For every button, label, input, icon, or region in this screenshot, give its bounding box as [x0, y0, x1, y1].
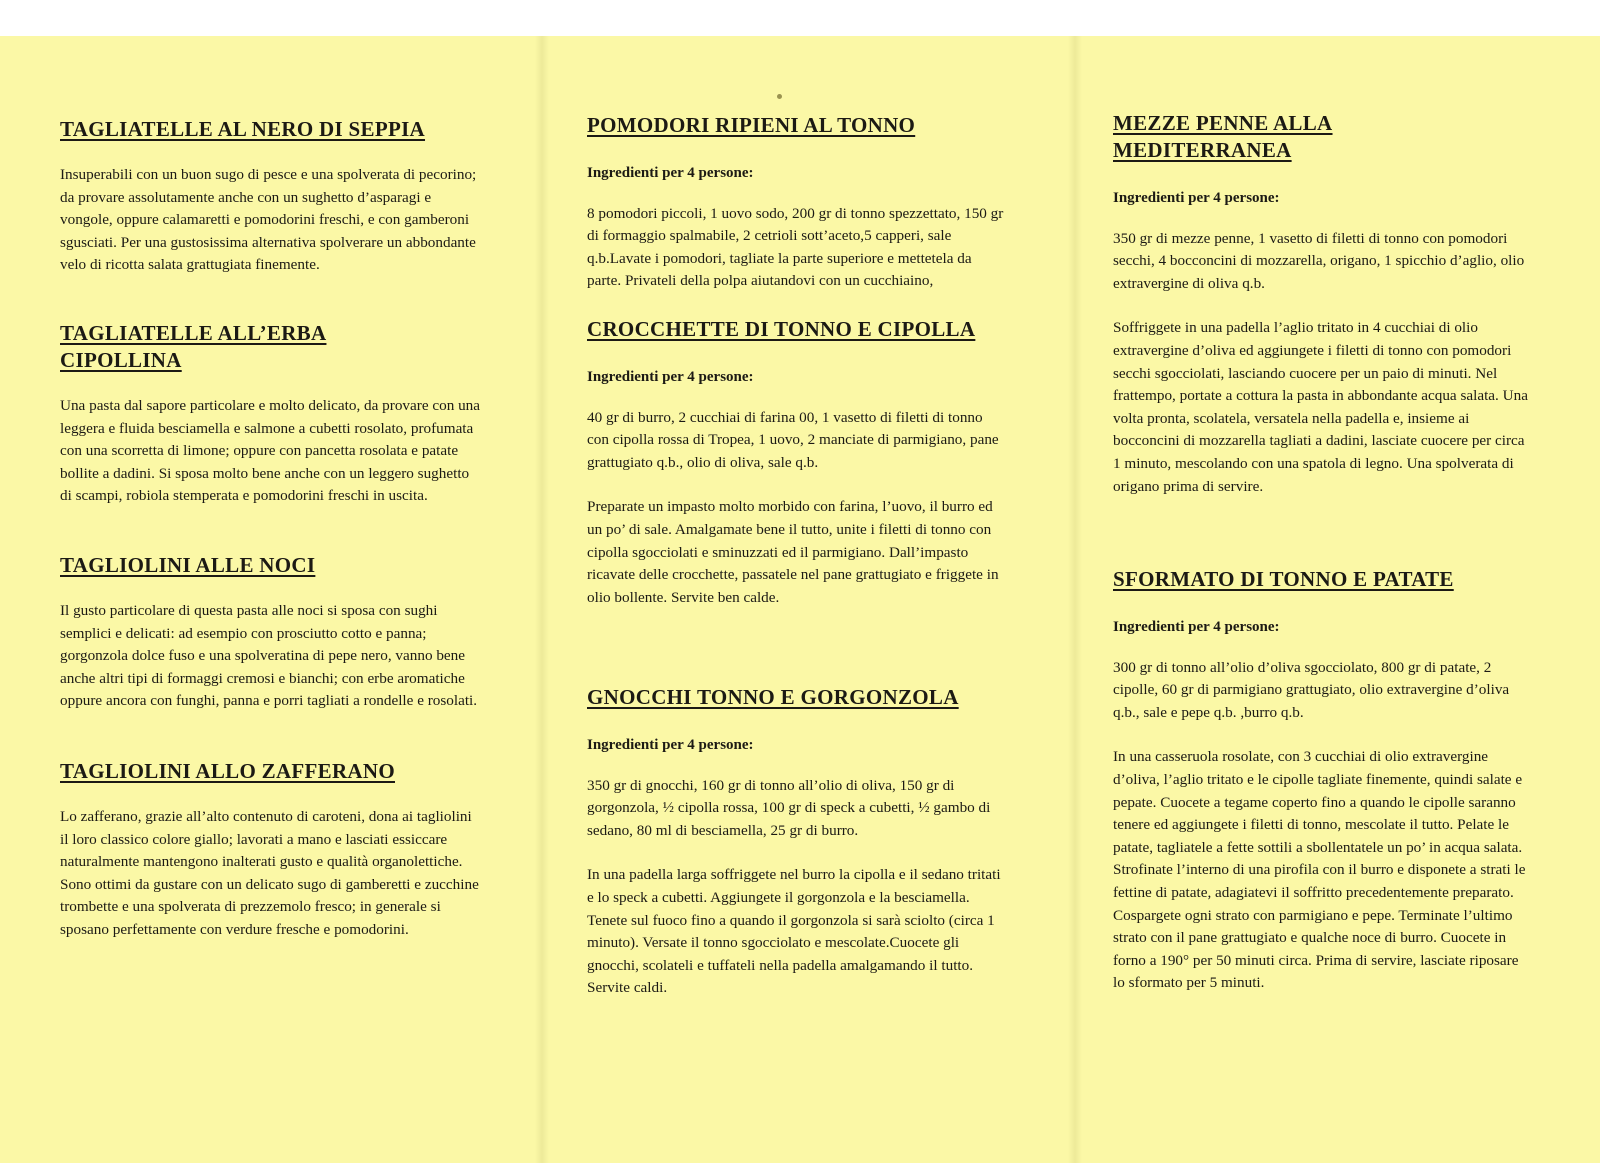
- recipe-title: TAGLIATELLE ALL’ERBA CIPOLLINA: [60, 321, 327, 372]
- recipe-description: Preparate un impasto molto morbido con farina, l’uovo, il burro ed un po’ di sale. Amalgamate bene il tutto, unite i filetti di tonno con cipolla sgocciolati e sminuzzati ed il parmigiano. Dall’impasto ricavate delle crocchette, passatele nel pane grattugiato e friggete in olio bollente. Servite ben calde.: [587, 498, 999, 606]
- recipe-gnocchi-tonno: [587, 684, 1007, 1000]
- recipe-description: In una padella larga soffriggete nel burro la cipolla e il sedano tritati e lo speck a cubetti. Aggiungete il gorgonzola e la besciamella. Tenete sul fuoco fino a quando il gorgonzola si sarà sciolto (circa 1 minuto). Versate il tonno sgocciolato e mescolate.Cuocete gli gnocchi, scolateli e tuffateli nella padella amalgamando il tutto. Servite caldi.: [587, 866, 1001, 997]
- fold-line-left: [535, 36, 549, 1163]
- recipe-tagliatelle-nero-seppia: [60, 116, 480, 277]
- ingredients-list: 300 gr di tonno all’olio d’oliva sgocciolato, 800 gr di patate, 2 cipolle, 60 gr di parmigiano grattugiato, olio extravergine d’oliva q.b., sale e pepe q.b. ,burro q.b.: [1113, 658, 1510, 721]
- recipe-description: Il gusto particolare di questa pasta alle noci si sposa con sughi semplici e delicati: ad esempio con prosciutto cotto e panna; gorgonzola dolce fuso e una spolveratina di pepe nero, vanno bene anche altri tipi di formaggi cremosi e bianchi; con erbe aromatiche oppure ancora con funghi, panna e porri tagliati a rondelle e rosolati.: [60, 602, 478, 710]
- ingredients-label: Ingredienti per 4 persone:: [587, 737, 754, 753]
- ingredients-label: Ingredienti per 4 persone:: [1113, 619, 1280, 635]
- recipe-description: Una pasta dal sapore particolare e molto delicato, da provare con una leggera e fluida besciamella e salmone a cubetti rosolato, profumata con una scorretta di limone; oppure con pancetta rosolata e patate bollite a dadini. Si sposa molto bene anche con un leggero sughetto di scampi, robiola stemperata e pomodorini freschi in uscita.: [60, 397, 481, 505]
- recipe-title: SFORMATO DI TONNO E PATATE: [1113, 567, 1454, 591]
- ingredients-list: 350 gr di gnocchi, 160 gr di tonno all’olio di oliva, 150 gr di gorgonzola, ½ cipolla rossa, 100 gr di speck a cubetti, ½ gambo di sedano, 80 ml di besciamella, 25 gr di burro.: [587, 776, 991, 839]
- recipe-title: TAGLIOLINI ALLE NOCI: [60, 553, 316, 577]
- ingredients-label: Ingredienti per 4 persone:: [587, 369, 754, 385]
- recipe-description: Insuperabili con un buon sugo di pesce e una spolverata di pecorino; da provare assolutamente anche con un sughetto d’asparagi e vongole, oppure calamaretti e pomodorini freschi, e con gamberoni sgusciati. Per una gustosissima alternativa spolverare un abbondante velo di ricotta salata grattugiata finemente.: [60, 166, 477, 274]
- ink-dot: [777, 94, 782, 99]
- ingredients-list: 350 gr di mezze penne, 1 vasetto di filetti di tonno con pomodori secchi, 4 bocconcini di mozzarella, origano, 1 spicchio d’aglio, olio extravergine di oliva q.b.: [1113, 229, 1525, 292]
- ingredients-list: 40 gr di burro, 2 cucchiai di farina 00, 1 vasetto di filetti di tonno con cipolla rossa di Tropea, 1 uovo, 2 manciate di parmigiano, pane grattugiato q.b., olio di oliva, sale q.b.: [587, 408, 999, 471]
- recipe-description: In una casseruola rosolate, con 3 cucchiai di olio extravergine d’oliva, l’aglio tritato e le cipolle tagliate finemente, quindi salate e pepate. Cuocete a tegame coperto fino a quando le cipolle saranno tenere ed aggiungete i filetti di tonno, mescolate il tutto. Pelate le patate, tagliatele a fette sottili a sbollentatele un po’ in acqua salata. Strofinate l’interno di una pirofila con il burro e disponete a strati le fettine di patate, adagiatevi il soffritto precedentemente preparato. Cospargete ogni strato con parmigiano e pepe. Terminate l’ultimo strato con il pane grattugiato e qualche noce di burro. Cuocete in forno a 190° per 50 minuti circa. Prima di servire, lasciate riposare lo sformato per 5 minuti.: [1113, 748, 1526, 992]
- recipe-pomodori-ripieni: [587, 112, 1007, 293]
- ingredients-label: Ingredienti per 4 persone:: [587, 165, 754, 181]
- recipe-mezze-penne: [1113, 110, 1533, 498]
- recipe-crocchette-tonno: [587, 316, 1007, 609]
- recipe-description: Lo zafferano, grazie all’alto contenuto di caroteni, dona ai tagliolini il loro classico colore giallo; lavorati a mano e lasciati essiccare naturalmente mantengono inalterati gusto e qualità organolettiche. Sono ottimi da gustare con un delicato sugo di gamberetti e zucchine trombette e una spolverata di prezzemolo fresco; in generale si sposano perfettamente con verdure fresche e pomodorini.: [60, 808, 479, 938]
- fold-line-right: [1068, 36, 1082, 1163]
- recipe-title: POMODORI RIPIENI AL TONNO: [587, 113, 916, 137]
- recipe-title: GNOCCHI TONNO E GORGONZOLA: [587, 685, 959, 709]
- recipe-tagliolini-noci: [60, 552, 480, 713]
- recipe-description: 8 pomodori piccoli, 1 uovo sodo, 200 gr di tonno spezzettato, 150 gr di formaggio spalmabile, 2 cetrioli sott’aceto,5 capperi, sale q.b.Lavate i pomodori, tagliate la parte superiore e mettetela da parte. Privateli della polpa aiutandovi con un cucchiaino,: [587, 204, 1004, 290]
- recipe-tagliolini-zafferano: [60, 758, 480, 942]
- recipe-description: Soffriggete in una padella l’aglio tritato in 4 cucchiai di olio extravergine d’oliva ed aggiungete i filetti di tonno con pomodori secchi sgocciolati, lasciando cuocere per un paio di minuti. Nel frattempo, portate a cottura la pasta in abbondante acqua salata. Una volta pronta, scolatela, versatela nella padella e, insieme ai bocconcini di mozzarella tagliati a dadini, lasciate cuocere per circa 1 minuto, mescolando con una spatola di legno. Una spolverata di origano prima di servire.: [1113, 319, 1528, 495]
- recipe-title: TAGLIOLINI ALLO ZAFFERANO: [60, 759, 395, 783]
- ingredients-label: Ingredienti per 4 persone:: [1113, 190, 1280, 206]
- recipe-title: MEZZE PENNE ALLA MEDITERRANEA: [1113, 111, 1333, 162]
- recipe-title: TAGLIATELLE AL NERO DI SEPPIA: [60, 117, 426, 141]
- recipe-tagliatelle-erba-cipollina: [60, 320, 480, 508]
- recipe-sformato-tonno: [1113, 566, 1533, 995]
- recipe-title: CROCCHETTE DI TONNO E CIPOLLA: [587, 317, 976, 341]
